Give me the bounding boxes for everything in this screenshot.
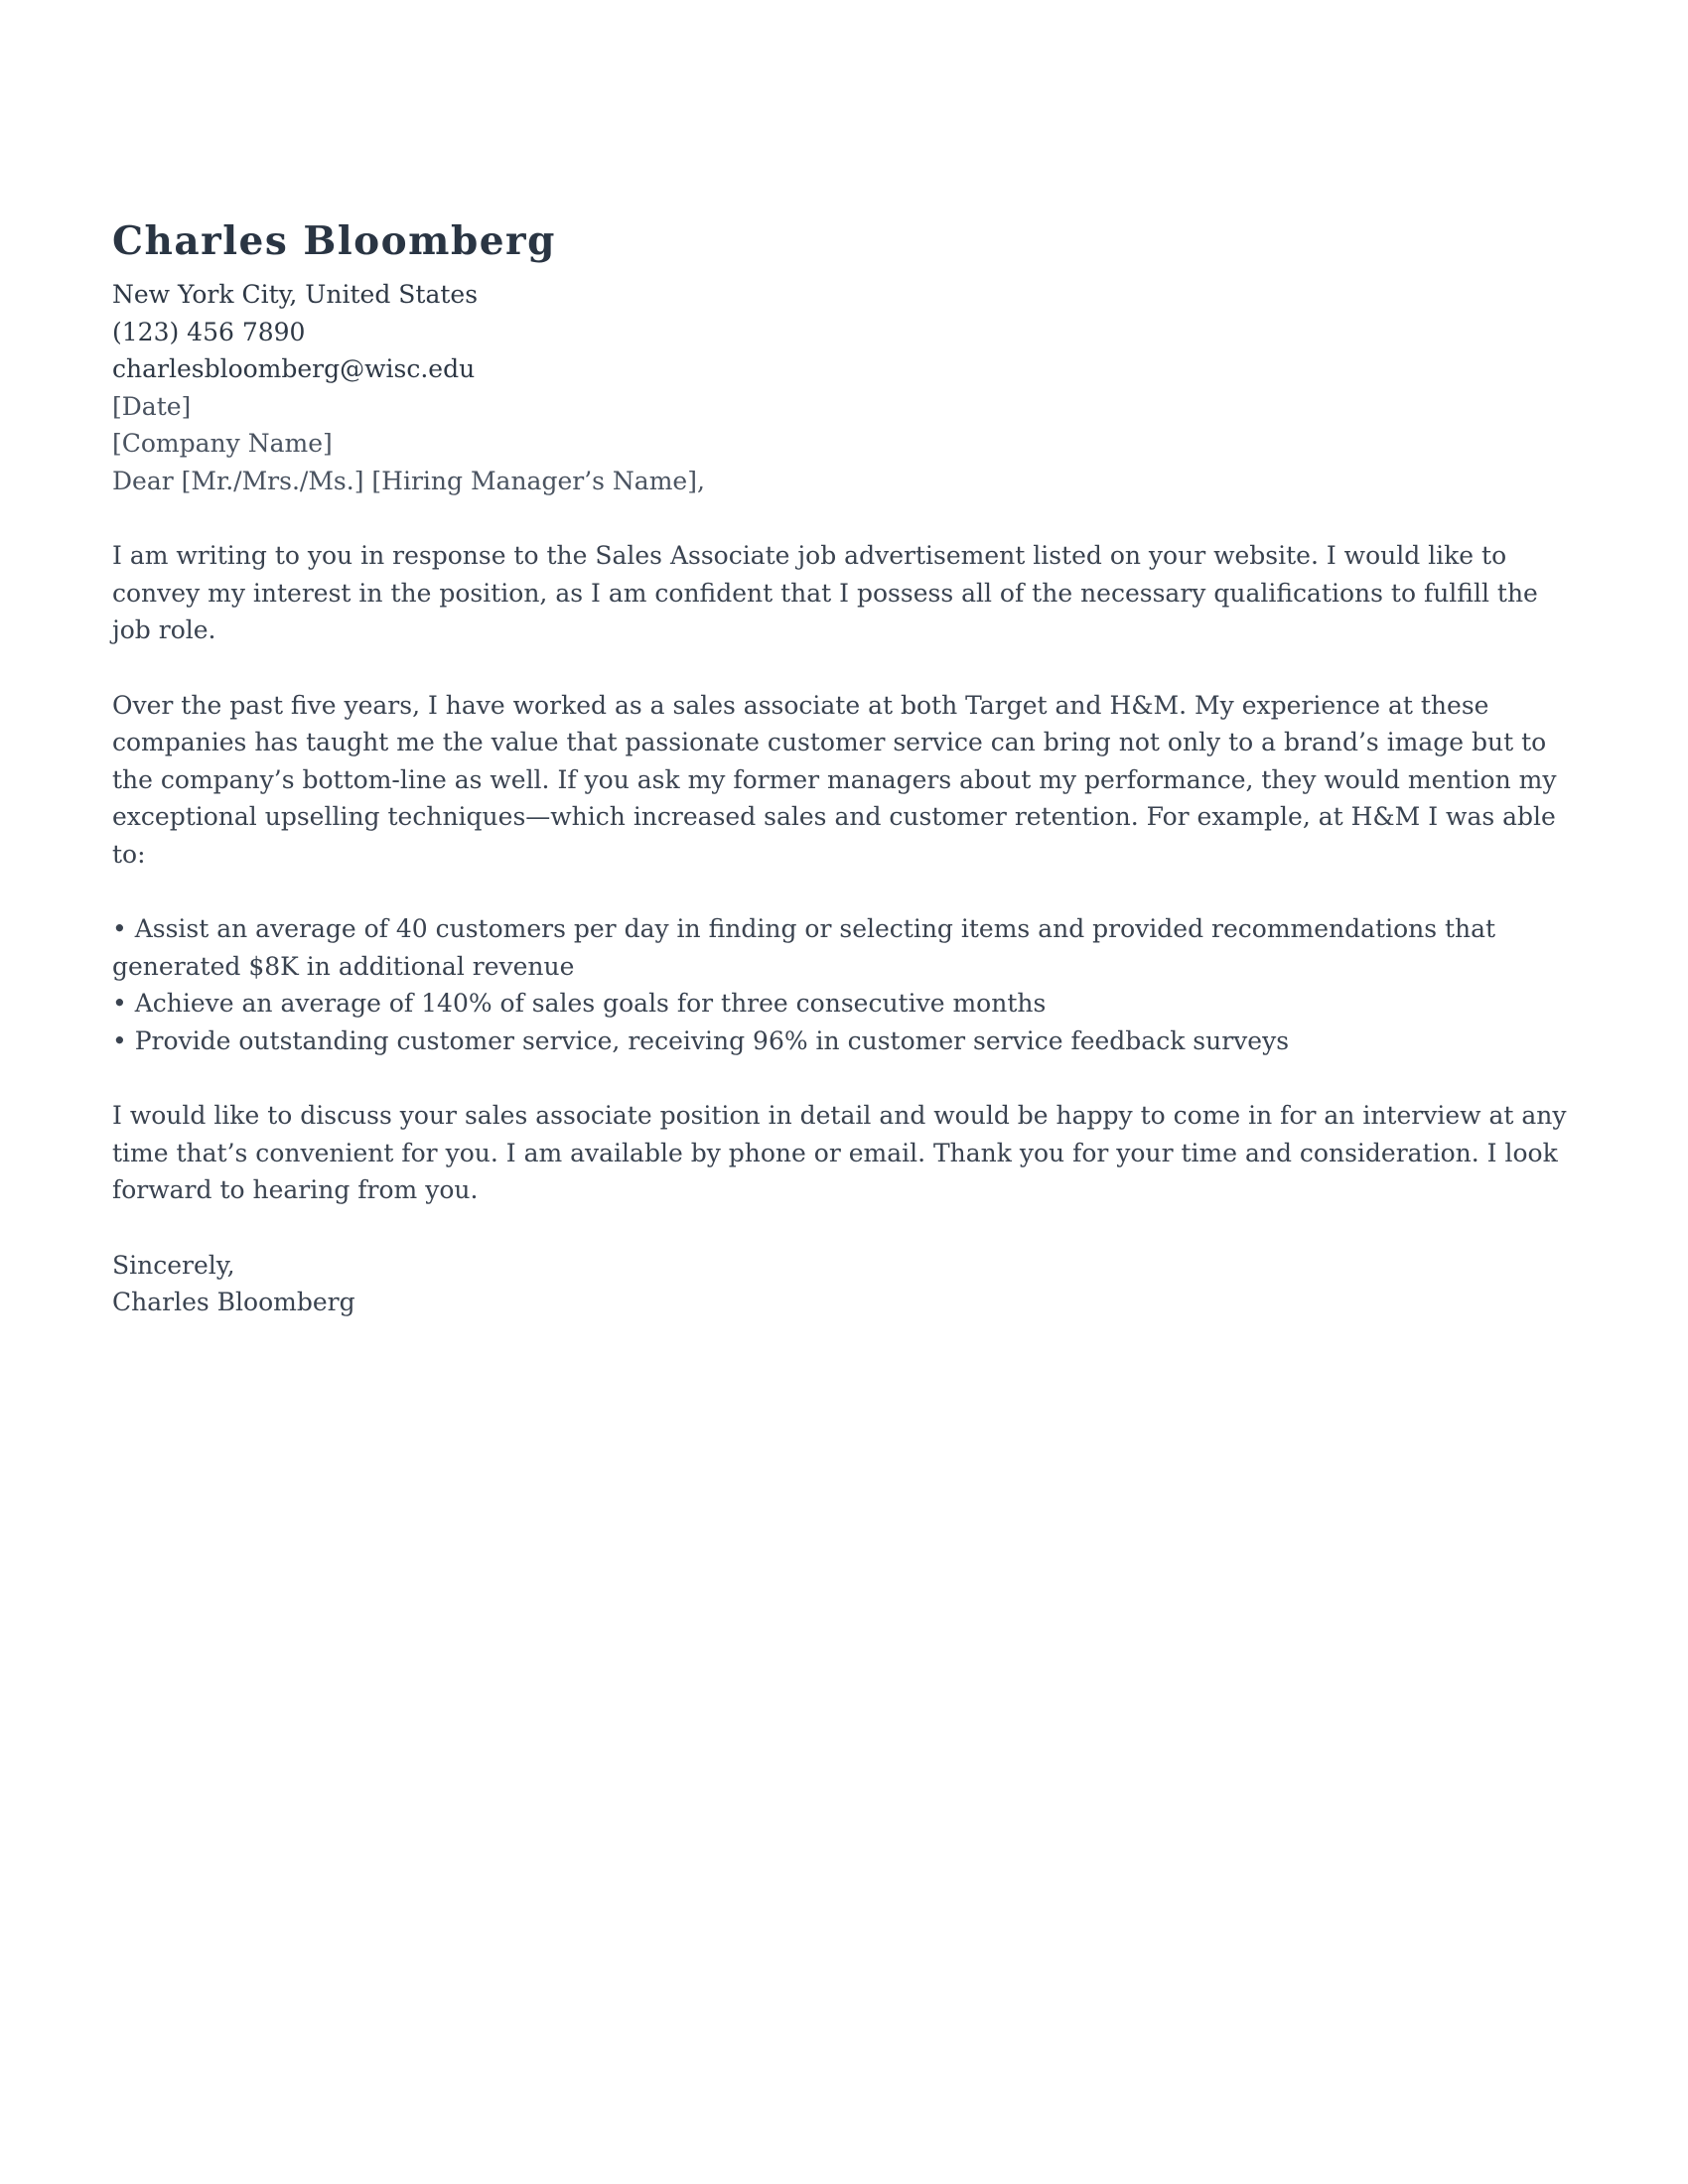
body-paragraph-experience: Over the past five years, I have worked as a sales associate at both Target and H&M. My experience at these companies has taught me the value that passionate customer service can bring not only to a brand’s image but to the company’s bottom-line as well. If you ask my former managers about my performance, they would mention my exceptional upselling techniques—which increased sales and customer retention. For example, at H&M I was able to: bbox=[112, 690, 1557, 869]
applicant-email[interactable]: charlesbloomberg@wisc.edu bbox=[112, 354, 476, 383]
list-item: • Provide outstanding customer service, receiving 96% in customer service feedback surveys bbox=[112, 1025, 1290, 1055]
letter-date: [Date] bbox=[112, 391, 192, 421]
company-name: [Company Name] bbox=[112, 429, 333, 458]
signature: Charles Bloomberg bbox=[112, 1288, 355, 1316]
body-paragraph-closing: I would like to discuss your sales associate position in detail and would be happy to come in for an interview at any time that’s convenient for you. I am available by phone or email. Thank you for your time and consideration. I look forward to hearing from you. bbox=[112, 1101, 1567, 1204]
cover-letter bbox=[112, 216, 1582, 1321]
applicant-location: New York City, United States bbox=[112, 280, 479, 309]
list-item: • Assist an average of 40 customers per day in finding or selecting items and provided recommendations that generated $8K in additional revenue bbox=[112, 914, 1496, 981]
salutation: Dear [Mr./Mrs./Ms.] [Hiring Manager’s Name], bbox=[112, 466, 705, 495]
applicant-phone: (123) 456 7890 bbox=[112, 317, 306, 346]
applicant-name: Charles Bloomberg bbox=[112, 218, 556, 264]
closing: Sincerely, bbox=[112, 1250, 235, 1280]
list-item: • Achieve an average of 140% of sales goals for three consecutive months bbox=[112, 989, 1047, 1018]
achievement-list bbox=[112, 910, 1582, 1059]
body-paragraph-intro: I am writing to you in response to the Sales Associate job advertisement listed on your website. I would like to convey my interest in the position, as I am confident that I possess all of the necessary qualifications to fulfill the job role. bbox=[112, 541, 1538, 644]
